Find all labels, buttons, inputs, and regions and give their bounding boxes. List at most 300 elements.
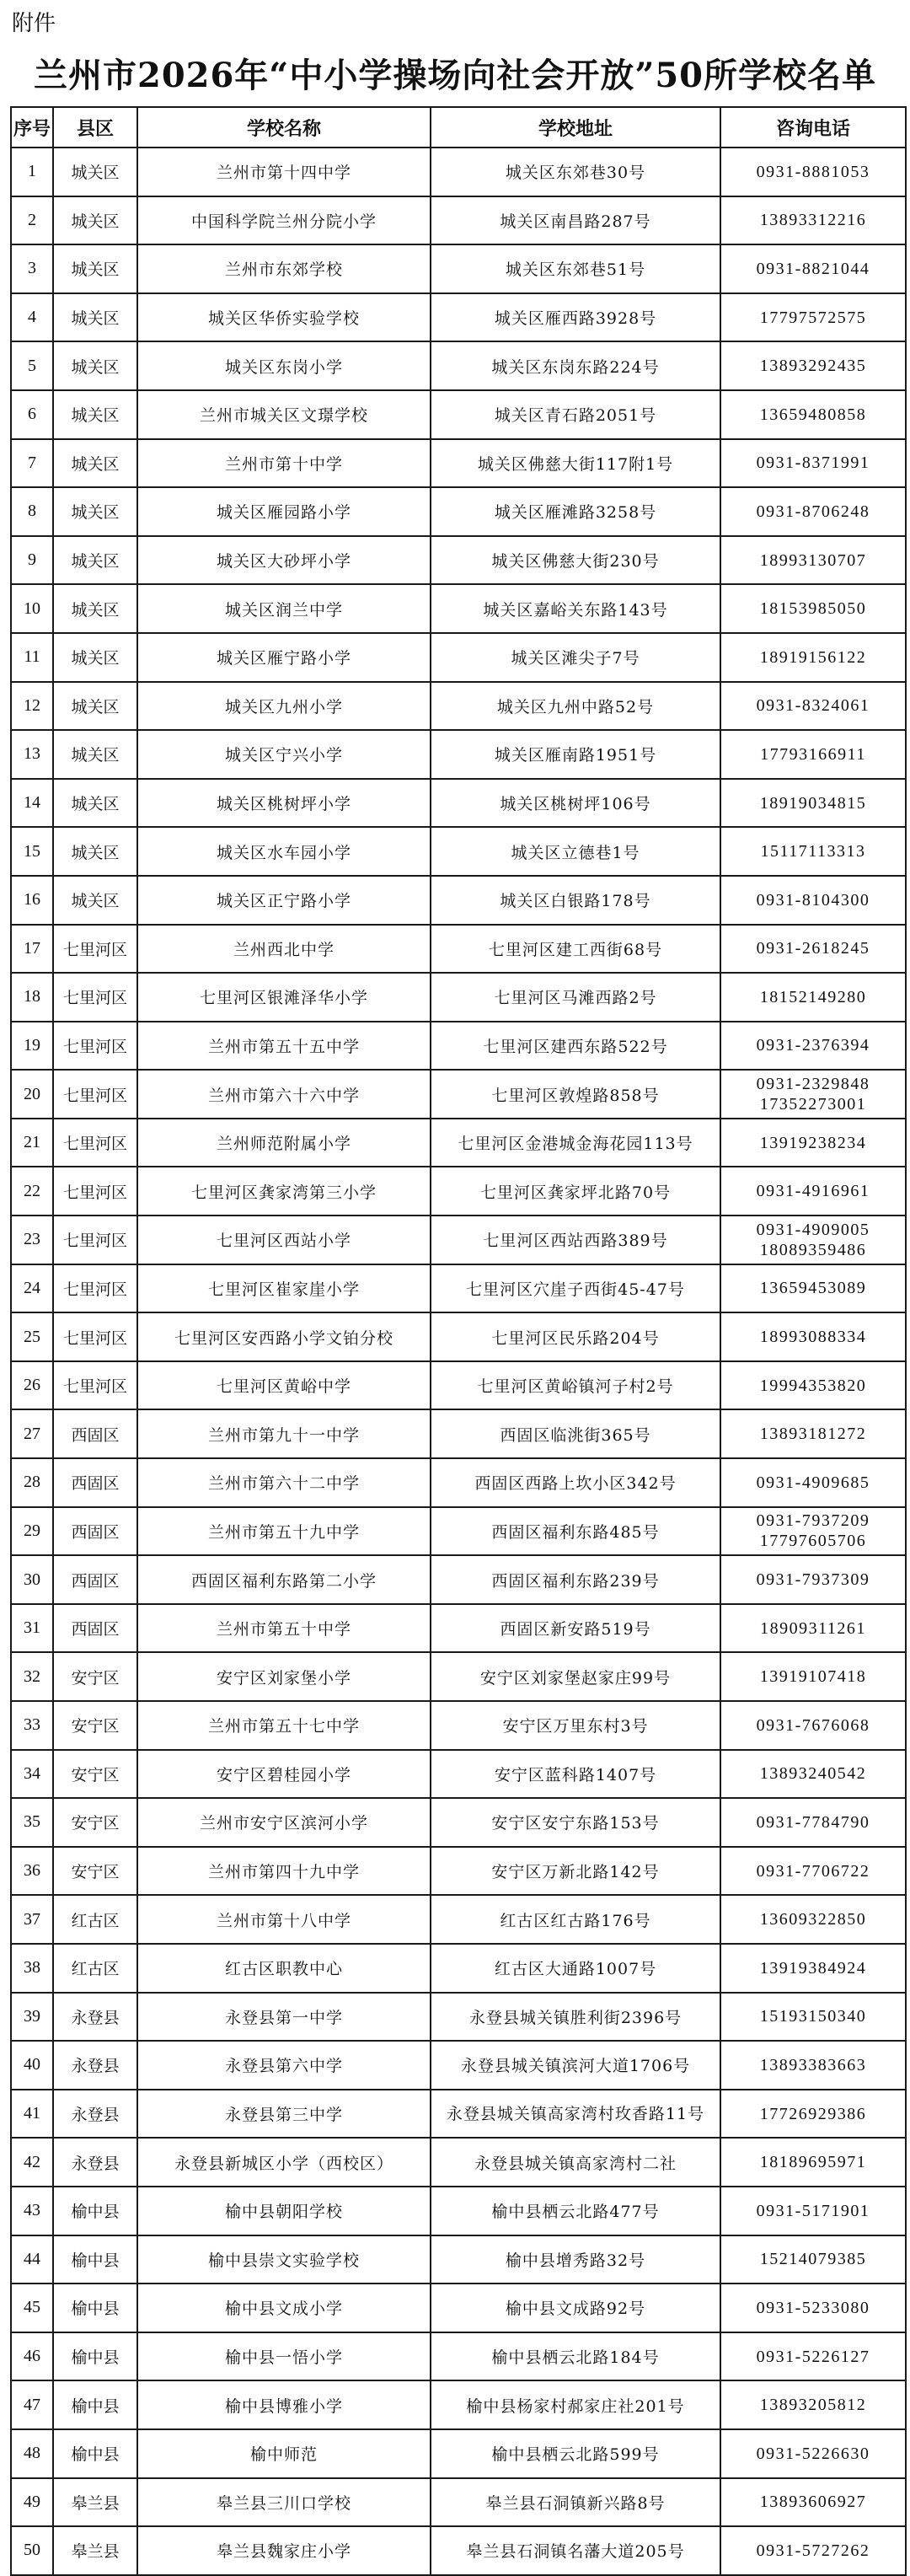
row-address: 榆中县增秀路32号 — [431, 2235, 720, 2284]
row-school-name: 城关区桃树坪小学 — [137, 779, 431, 828]
row-school-name: 榆中县一悟小学 — [137, 2332, 431, 2381]
row-district: 城关区 — [53, 293, 137, 342]
table-row — [11, 293, 906, 342]
row-district: 七里河区 — [53, 1216, 137, 1264]
row-district: 永登县 — [53, 2041, 137, 2090]
row-district: 榆中县 — [53, 2284, 137, 2332]
row-address: 七里河区黄峪镇河子村2号 — [431, 1361, 720, 1410]
row-address: 城关区佛慈大街117附1号 — [431, 439, 720, 488]
row-school-name: 兰州市安宁区滨河小学 — [137, 1798, 431, 1847]
row-address: 城关区东郊巷51号 — [431, 244, 720, 293]
row-school-name: 兰州市第五十中学 — [137, 1604, 431, 1653]
table-row — [11, 682, 906, 731]
row-address: 榆中县栖云北路477号 — [431, 2187, 720, 2235]
row-phone — [720, 439, 906, 488]
row-school-name: 城关区水车园小学 — [137, 827, 431, 876]
row-phone — [720, 487, 906, 536]
row-school-name: 城关区雁宁路小学 — [137, 633, 431, 682]
phone-number: 17352273001 — [759, 1095, 867, 1114]
row-phone — [720, 1798, 906, 1847]
table-row — [11, 779, 906, 828]
phone-number: 0931-7706722 — [756, 1861, 870, 1881]
row-address: 永登县城关镇高家湾村玫香路11号 — [431, 2090, 720, 2139]
row-phone — [720, 244, 906, 293]
row-school-name: 榆中县崇文实验学校 — [137, 2235, 431, 2284]
phone-number: 18909311261 — [760, 1618, 866, 1638]
row-index: 20 — [11, 1070, 53, 1119]
row-address: 西固区西路上坎小区342号 — [431, 1458, 720, 1507]
page-title: 兰州市2026年“中小学操场向社会开放”50所学校名单 — [33, 56, 876, 95]
row-address: 皋兰县石洞镇名藩大道205号 — [431, 2526, 720, 2575]
phone-number: 0931-4916961 — [756, 1182, 870, 1201]
phone-number: 0931-8706248 — [756, 502, 870, 521]
row-district: 城关区 — [53, 876, 137, 925]
row-phone — [720, 390, 906, 439]
row-district: 城关区 — [53, 487, 137, 536]
phone-number: 0931-2376394 — [756, 1036, 870, 1055]
row-district: 安宁区 — [53, 1652, 137, 1701]
row-index: 49 — [11, 2478, 53, 2527]
row-district: 七里河区 — [53, 1119, 137, 1167]
row-index: 36 — [11, 1847, 53, 1896]
row-index: 25 — [11, 1312, 53, 1361]
row-address: 七里河区马滩西路2号 — [431, 973, 720, 1022]
phone-number: 18919156122 — [759, 647, 867, 667]
row-address: 安宁区刘家堡赵家庄99号 — [431, 1652, 720, 1701]
table-row — [11, 1555, 906, 1604]
row-district: 七里河区 — [53, 1022, 137, 1071]
table-row — [11, 925, 906, 974]
row-phone — [720, 341, 906, 390]
row-district: 城关区 — [53, 148, 137, 196]
column-header-address: 学校地址 — [431, 107, 720, 148]
row-address: 榆中县文成路92号 — [431, 2284, 720, 2332]
row-school-name: 城关区正宁路小学 — [137, 876, 431, 925]
table-row — [11, 2284, 906, 2332]
table-row — [11, 1750, 906, 1799]
row-school-name: 城关区东岗小学 — [137, 341, 431, 390]
row-school-name: 安宁区碧桂园小学 — [137, 1750, 431, 1799]
row-phone — [720, 1701, 906, 1750]
row-phone — [720, 2429, 906, 2478]
row-district: 永登县 — [53, 1993, 137, 2042]
school-list-table — [10, 106, 907, 2576]
table-row — [11, 973, 906, 1022]
row-district: 西固区 — [53, 1555, 137, 1604]
row-index: 42 — [11, 2138, 53, 2187]
row-index: 8 — [11, 487, 53, 536]
row-address: 永登县城关镇滨河大道1706号 — [431, 2041, 720, 2090]
row-address: 城关区雁南路1951号 — [431, 730, 720, 779]
phone-number: 15193150340 — [759, 2007, 867, 2026]
phone-number: 13893181272 — [759, 1425, 867, 1444]
row-school-name: 永登县第三中学 — [137, 2090, 431, 2139]
row-school-name: 兰州市城关区文璟学校 — [137, 390, 431, 439]
row-school-name: 兰州市第五十五中学 — [137, 1022, 431, 1071]
table-row — [11, 1312, 906, 1361]
row-index: 11 — [11, 633, 53, 682]
row-address: 红古区大通路1007号 — [431, 1944, 720, 1993]
row-school-name: 兰州师范附属小学 — [137, 1119, 431, 1167]
table-row — [11, 536, 906, 585]
row-phone — [720, 1312, 906, 1361]
row-index: 43 — [11, 2187, 53, 2235]
phone-number: 13893240542 — [759, 1764, 867, 1784]
row-address: 城关区南昌路287号 — [431, 196, 720, 245]
row-school-name: 皋兰县魏家庄小学 — [137, 2526, 431, 2575]
phone-number: 0931-8104300 — [756, 890, 870, 910]
phone-number: 0931-5226127 — [756, 2347, 870, 2366]
row-index: 39 — [11, 1993, 53, 2042]
row-index: 38 — [11, 1944, 53, 1993]
row-district: 七里河区 — [53, 1312, 137, 1361]
phone-number: 0931-5226630 — [756, 2444, 870, 2463]
table-row — [11, 1119, 906, 1167]
row-phone — [720, 1507, 906, 1556]
row-school-name: 榆中县文成小学 — [137, 2284, 431, 2332]
row-index: 13 — [11, 730, 53, 779]
row-district: 西固区 — [53, 1604, 137, 1653]
row-address: 七里河区金港城金海花园113号 — [431, 1119, 720, 1167]
row-district: 安宁区 — [53, 1798, 137, 1847]
row-address: 七里河区穴崖子西街45-47号 — [431, 1264, 720, 1313]
row-index: 18 — [11, 973, 53, 1022]
row-index: 17 — [11, 925, 53, 974]
row-district: 七里河区 — [53, 1264, 137, 1313]
table-row — [11, 1944, 906, 1993]
row-district: 城关区 — [53, 536, 137, 585]
row-phone — [720, 2478, 906, 2527]
row-phone — [720, 1993, 906, 2042]
phone-number: 13919238234 — [759, 1133, 867, 1152]
phone-number: 18189695971 — [759, 2153, 867, 2172]
phone-number: 0931-5171901 — [756, 2201, 870, 2220]
row-address: 七里河区西站西路389号 — [431, 1216, 720, 1264]
row-school-name: 兰州市第九十一中学 — [137, 1409, 431, 1458]
row-address: 七里河区民乐路204号 — [431, 1312, 720, 1361]
phone-number: 18089359486 — [759, 1240, 867, 1259]
table-row — [11, 1167, 906, 1216]
row-district: 榆中县 — [53, 2235, 137, 2284]
row-phone — [720, 1119, 906, 1167]
row-index: 24 — [11, 1264, 53, 1313]
row-address: 城关区佛慈大街230号 — [431, 536, 720, 585]
row-phone — [720, 1944, 906, 1993]
row-index: 26 — [11, 1361, 53, 1410]
row-address: 城关区雁滩路3258号 — [431, 487, 720, 536]
row-phone — [720, 682, 906, 731]
row-index: 31 — [11, 1604, 53, 1653]
phone-number: 0931-2329848 — [756, 1075, 870, 1094]
row-district: 城关区 — [53, 244, 137, 293]
row-district: 榆中县 — [53, 2429, 137, 2478]
row-index: 14 — [11, 779, 53, 828]
row-index: 30 — [11, 1555, 53, 1604]
phone-number: 0931-7784790 — [756, 1812, 870, 1832]
row-district: 西固区 — [53, 1507, 137, 1556]
row-school-name: 皋兰县三川口学校 — [137, 2478, 431, 2527]
table-row — [11, 2187, 906, 2235]
table-row — [11, 2380, 906, 2429]
row-phone — [720, 1022, 906, 1071]
row-district: 红古区 — [53, 1895, 137, 1944]
row-district: 七里河区 — [53, 1070, 137, 1119]
row-address: 安宁区蓝科路1407号 — [431, 1750, 720, 1799]
row-index: 37 — [11, 1895, 53, 1944]
row-address: 城关区雁西路3928号 — [431, 293, 720, 342]
row-district: 安宁区 — [53, 1701, 137, 1750]
row-phone — [720, 1895, 906, 1944]
row-school-name: 安宁区刘家堡小学 — [137, 1652, 431, 1701]
row-school-name: 城关区华侨实验学校 — [137, 293, 431, 342]
row-phone — [720, 1216, 906, 1264]
row-index: 45 — [11, 2284, 53, 2332]
row-school-name: 城关区润兰中学 — [137, 584, 431, 633]
row-phone — [720, 2187, 906, 2235]
phone-number: 0931-8821044 — [756, 259, 870, 278]
row-school-name: 红古区职教中心 — [137, 1944, 431, 1993]
phone-number: 13893312216 — [759, 211, 867, 230]
row-phone — [720, 925, 906, 974]
table-row — [11, 584, 906, 633]
table-row — [11, 244, 906, 293]
row-district: 西固区 — [53, 1458, 137, 1507]
row-district: 皋兰县 — [53, 2526, 137, 2575]
row-index: 32 — [11, 1652, 53, 1701]
row-district: 皋兰县 — [53, 2478, 137, 2527]
row-index: 9 — [11, 536, 53, 585]
row-address: 七里河区敦煌路858号 — [431, 1070, 720, 1119]
row-index: 12 — [11, 682, 53, 731]
row-address: 城关区桃树坪106号 — [431, 779, 720, 828]
row-index: 22 — [11, 1167, 53, 1216]
row-index: 5 — [11, 341, 53, 390]
row-district: 城关区 — [53, 341, 137, 390]
row-phone — [720, 2041, 906, 2090]
row-school-name: 兰州市第六十二中学 — [137, 1458, 431, 1507]
phone-number: 0931-5727262 — [756, 2541, 870, 2560]
row-phone — [720, 779, 906, 828]
row-address: 皋兰县石洞镇新兴路8号 — [431, 2478, 720, 2527]
phone-number: 13893383663 — [759, 2055, 867, 2074]
row-address: 榆中县栖云北路184号 — [431, 2332, 720, 2381]
row-district: 城关区 — [53, 584, 137, 633]
row-address: 城关区青石路2051号 — [431, 390, 720, 439]
row-phone — [720, 536, 906, 585]
row-phone — [720, 1070, 906, 1119]
table-row — [11, 1798, 906, 1847]
row-school-name: 兰州市东郊学校 — [137, 244, 431, 293]
phone-number: 13893205812 — [759, 2396, 867, 2415]
row-index: 40 — [11, 2041, 53, 2090]
table-row — [11, 1070, 906, 1119]
column-header-index: 序号 — [11, 107, 53, 148]
table-row — [11, 1895, 906, 1944]
table-row — [11, 2041, 906, 2090]
row-address: 榆中县杨家村郝家庄社201号 — [431, 2380, 720, 2429]
table-row — [11, 1652, 906, 1701]
row-phone — [720, 1264, 906, 1313]
row-school-name: 七里河区银滩泽华小学 — [137, 973, 431, 1022]
row-school-name: 榆中县博雅小学 — [137, 2380, 431, 2429]
table-row — [11, 1022, 906, 1071]
row-address: 西固区福利东路239号 — [431, 1555, 720, 1604]
table-row — [11, 148, 906, 196]
row-address: 城关区立德巷1号 — [431, 827, 720, 876]
row-index: 6 — [11, 390, 53, 439]
row-school-name: 兰州市第六十六中学 — [137, 1070, 431, 1119]
row-phone — [720, 2284, 906, 2332]
phone-number: 0931-7937209 — [756, 1511, 870, 1531]
row-address: 城关区白银路178号 — [431, 876, 720, 925]
table-row — [11, 439, 906, 488]
column-header-phone: 咨询电话 — [720, 107, 906, 148]
table-row — [11, 1458, 906, 1507]
phone-number: 18993088334 — [759, 1328, 867, 1347]
row-district: 城关区 — [53, 682, 137, 731]
table-row — [11, 1847, 906, 1896]
row-index: 7 — [11, 439, 53, 488]
row-school-name: 城关区雁园路小学 — [137, 487, 431, 536]
row-index: 48 — [11, 2429, 53, 2478]
phone-number: 13893606927 — [759, 2493, 867, 2512]
row-school-name: 兰州市第四十九中学 — [137, 1847, 431, 1896]
row-phone — [720, 1604, 906, 1653]
row-address: 七里河区建西东路522号 — [431, 1022, 720, 1071]
table-header-row — [11, 107, 906, 148]
row-school-name: 七里河区崔家崖小学 — [137, 1264, 431, 1313]
row-school-name: 兰州市第十中学 — [137, 439, 431, 488]
table-row — [11, 1993, 906, 2042]
row-district: 七里河区 — [53, 1361, 137, 1410]
row-phone — [720, 2090, 906, 2139]
row-school-name: 兰州西北中学 — [137, 925, 431, 974]
row-district: 城关区 — [53, 439, 137, 488]
table-row — [11, 1701, 906, 1750]
table-row — [11, 1216, 906, 1264]
row-school-name: 榆中县朝阳学校 — [137, 2187, 431, 2235]
table-row — [11, 633, 906, 682]
table-row — [11, 390, 906, 439]
row-index: 3 — [11, 244, 53, 293]
row-school-name: 永登县新城区小学（西校区） — [137, 2138, 431, 2187]
row-district: 城关区 — [53, 196, 137, 245]
row-district: 红古区 — [53, 1944, 137, 1993]
table-row — [11, 2429, 906, 2478]
row-phone — [720, 2380, 906, 2429]
row-address: 城关区九州中路52号 — [431, 682, 720, 731]
row-district: 城关区 — [53, 390, 137, 439]
row-address: 安宁区万新北路142号 — [431, 1847, 720, 1896]
row-address: 西固区临洮街365号 — [431, 1409, 720, 1458]
row-phone — [720, 1847, 906, 1896]
row-index: 23 — [11, 1216, 53, 1264]
row-index: 35 — [11, 1798, 53, 1847]
row-index: 16 — [11, 876, 53, 925]
phone-number: 0931-4909005 — [756, 1220, 870, 1239]
phone-number: 0931-7676068 — [756, 1715, 870, 1735]
row-phone — [720, 633, 906, 682]
row-address: 永登县城关镇高家湾村二社 — [431, 2138, 720, 2187]
phone-number: 18993130707 — [759, 550, 867, 570]
row-phone — [720, 1555, 906, 1604]
row-address: 安宁区安宁东路153号 — [431, 1798, 720, 1847]
table-row — [11, 2332, 906, 2381]
phone-number: 13893292435 — [759, 357, 867, 376]
row-district: 安宁区 — [53, 1847, 137, 1896]
row-district: 永登县 — [53, 2138, 137, 2187]
row-district: 七里河区 — [53, 973, 137, 1022]
row-index: 46 — [11, 2332, 53, 2381]
row-index: 29 — [11, 1507, 53, 1556]
row-district: 永登县 — [53, 2090, 137, 2139]
row-phone — [720, 973, 906, 1022]
table-row — [11, 1604, 906, 1653]
row-district: 城关区 — [53, 779, 137, 828]
row-index: 44 — [11, 2235, 53, 2284]
phone-number: 0931-8881053 — [756, 162, 870, 181]
row-index: 10 — [11, 584, 53, 633]
row-phone — [720, 1361, 906, 1410]
column-header-school: 学校名称 — [137, 107, 431, 148]
column-header-district: 县区 — [53, 107, 137, 148]
row-address: 城关区东岗东路224号 — [431, 341, 720, 390]
row-phone — [720, 2235, 906, 2284]
row-address: 榆中县栖云北路599号 — [431, 2429, 720, 2478]
phone-number: 0931-5233080 — [756, 2298, 870, 2317]
row-school-name: 七里河区龚家湾第三小学 — [137, 1167, 431, 1216]
row-school-name: 七里河区西站小学 — [137, 1216, 431, 1264]
row-phone — [720, 1750, 906, 1799]
table-row — [11, 341, 906, 390]
row-school-name: 西固区福利东路第二小学 — [137, 1555, 431, 1604]
table-row — [11, 1507, 906, 1556]
row-school-name: 永登县第六中学 — [137, 2041, 431, 2090]
row-address: 七里河区龚家坪北路70号 — [431, 1167, 720, 1216]
phone-number: 15117113313 — [760, 842, 866, 861]
row-address: 城关区滩尖子7号 — [431, 633, 720, 682]
phone-number: 18153985050 — [759, 599, 867, 619]
row-phone — [720, 1167, 906, 1216]
phone-number: 19994353820 — [759, 1376, 867, 1395]
row-phone — [720, 827, 906, 876]
row-school-name: 兰州市第十四中学 — [137, 148, 431, 196]
row-address: 城关区嘉峪关东路143号 — [431, 584, 720, 633]
phone-number: 13919384924 — [759, 1958, 867, 1978]
row-index: 34 — [11, 1750, 53, 1799]
row-district: 七里河区 — [53, 925, 137, 974]
phone-number: 13919107418 — [759, 1667, 867, 1687]
row-district: 西固区 — [53, 1409, 137, 1458]
row-phone — [720, 2138, 906, 2187]
row-school-name: 中国科学院兰州分院小学 — [137, 196, 431, 245]
table-body — [11, 148, 906, 2575]
row-phone — [720, 876, 906, 925]
row-index: 41 — [11, 2090, 53, 2139]
attachment-label: 附件 — [12, 11, 56, 36]
row-school-name: 城关区宁兴小学 — [137, 730, 431, 779]
row-school-name: 城关区九州小学 — [137, 682, 431, 731]
row-phone — [720, 148, 906, 196]
table-row — [11, 2138, 906, 2187]
phone-number: 0931-2618245 — [756, 939, 870, 958]
phone-number: 0931-8371991 — [756, 453, 870, 473]
row-address: 红古区红古路176号 — [431, 1895, 720, 1944]
row-school-name: 七里河区黄峪中学 — [137, 1361, 431, 1410]
row-index: 33 — [11, 1701, 53, 1750]
row-district: 城关区 — [53, 633, 137, 682]
row-index: 19 — [11, 1022, 53, 1071]
